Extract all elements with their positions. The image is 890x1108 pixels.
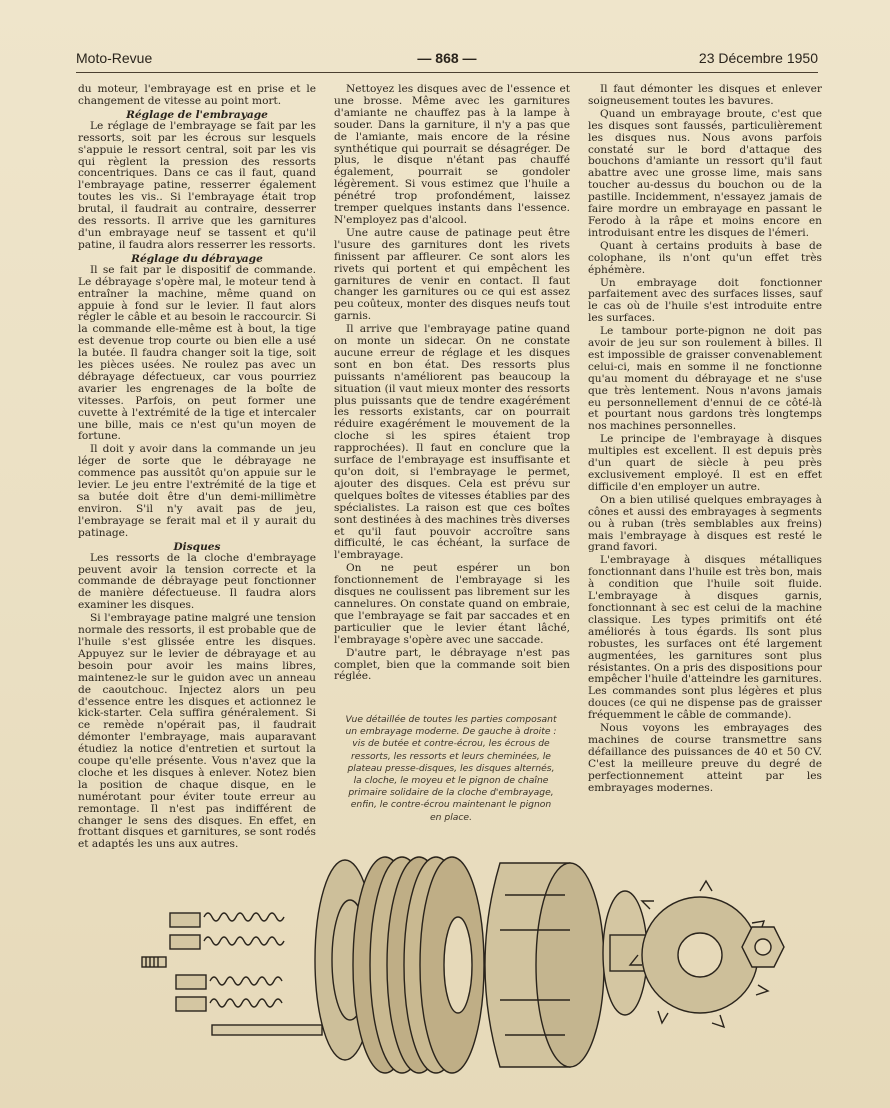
paragraph: L'embrayage à disques métalliques fonctionnant dans l'huile est très bon, mais à condition que l'huile soit fluide. L'embrayage à disques garnis, fonctionnant à sec est celui de la machine classique. Les types primitifs ont été améliorés à tous égards. Ils sont plus robustes, les surfaces ont été largement augmentées, les garnitures sont plus résistantes. On a pris des dispositions pour empêcher l'huile d'atteindre les garnitures. Les commandes sont plus légères et plus douces (ce qui ne dispense pas de graisser fréquemment le câble de commande). (588, 554, 822, 722)
section-heading-reglage-embrayage: Réglage de l'embrayage (126, 108, 268, 121)
paragraph: Le réglage de l'embrayage se fait par les ressorts, soit par les écrous sur lesquels s'appuie le ressort central, soit par les vis qui règlent la pression des ressorts concentriques. Dans ce cas il faut, quand l'embrayage patine, resserrer également toutes les vis.. Si l'embrayage était trop brutal, il faudrait au contraire, desserrer des ressorts. Il arrive que les garnitures d'un embrayage neuf se tassent et qu'il patine, il faudra alors resserrer les ressorts. (78, 119, 316, 251)
clutch-drawing (140, 835, 790, 1095)
paragraph: On ne peut espérer un bon fonctionnement de l'embrayage si les disques ne coulissent pas librement sur les cannelures. On constate quand on embraie, que l'embrayage se fait par saccades et en particulier que le levier étant lâché, l'embrayage s'opère avec une saccade. (334, 562, 570, 646)
clutch-discs-icon (353, 857, 484, 1073)
clutch-bell-icon (485, 863, 604, 1067)
paragraph: Nettoyez les disques avec de l'essence et une brosse. Même avec les garnitures d'amiante ne chauffez pas à la lampe à souder. Dans la garniture, il n'y a pas que de l'amiante, mais encore de la résine synthétique qui pourrait se désagréger. De plus, le disque n'étant pas chauffé également, pourrait se gondoler légèrement. Si vous estimez que l'huile a pénétré trop profondément, laissez tremper quelques instants dans l'essence. N'employez pas d'alcool. (334, 83, 570, 226)
paragraph: Quant à certains produits à base de colophane, ils n'ont qu'un effet très éphémère. (588, 239, 822, 276)
paragraph: Il arrive que l'embrayage patine quand on monte un sidecar. On ne constate aucune erreur de réglage et les disques sont en bon état. Des ressorts plus puissants n'améliorent pas beaucoup la situation (il vaut mieux monter des ressorts plus puissants que de tendre exagérément les ressorts existants, car on pourrait réduire exagérément le mouvement de la cloche si les spires étaient trop rapprochées). Il faut en conclure que la surface de l'embrayage est insuffisante et qu'on doit, si l'embrayage le permet, ajouter des disques. Cela est prévu sur quelques boîtes de vitesses établies par des spécialistes. La raison est que ces boîtes sont destinées à des machines très diverses et qu'il faut pouvoir accroître sans difficulté, le cas échéant, la surface de l'embrayage. (334, 323, 570, 562)
paragraph: Les ressorts de la cloche d'embrayage peuvent avoir la tension correcte et la commande de débrayage peut fonctionner de manière défectueuse. Il faudra alors examiner les disques. (78, 551, 316, 612)
lock-nut-icon (742, 927, 784, 967)
figure-caption: Vue détaillée de toutes les parties composant un embrayage moderne. De gauche à droite : vis de butée et contre-écrou, les écrous de ressorts, les ressorts et leurs cheminées, le plateau presse-disques, les disques alternés, la cloche, le moyeu et le pignon de chaîne primaire solidaire de la cloche d'embrayage, enfin, le contre-écrou maintenant le pignon en place. (345, 714, 557, 823)
paragraph: Un embrayage doit fonctionner parfaitement avec des surfaces lisses, sauf le cas où de l'huile s'est introduite entre les surfaces. (588, 276, 822, 325)
section-heading-reglage-debrayage: Réglage du débrayage (131, 252, 263, 265)
paragraph: Une autre cause de patinage peut être l'usure des garnitures dont les rivets finissent par affleurer. Ce sont alors les rivets qui portent et qui empêchent les garnitures de venir en contact. Il faut changer les garnitures ou ce qui est assez peu coûteux, monter des disques neufs tout garnis. (334, 226, 570, 323)
paragraph: Si l'embrayage patine malgré une tension normale des ressorts, il est probable que de l'huile s'est glissée entre les disques. Appuyez sur le levier de débrayage et au besoin pour avoir les mains libres, maintenez-le sur le guidon avec un anneau de caoutchouc. Injectez alors un peu d'essence entre les disques et actionnez le kick-starter. Cela suffira généralement. Si ce remède n'opérait pas, il faudrait démonter l'embrayage, mais auparavant étudiez la notice d'entretien et surtout la coupe qu'elle présente. Vous n'avez que la cloche et les disques à enlever. Notez bien la position de chaque disque, en le numérotant pour éviter toute erreur au remontage. Il n'est pas indifférent de changer le sens des disques. En effet, en frottant disques et garnitures, se sont rodés et adaptés les uns aux autres. (78, 612, 316, 851)
paragraph: On a bien utilisé quelques embrayages à cônes et aussi des embrayages à segments ou à ruban (très semblables aux freins) mais l'embrayage à disques est resté le grand favori. (588, 493, 822, 554)
paragraph: du moteur, l'embrayage est en prise et le changement de vitesse au point mort. (78, 83, 316, 107)
adjusting-screw-icon (142, 957, 166, 967)
page-number: — 868 — (417, 50, 477, 66)
column-middle (334, 84, 570, 684)
clutch-exploded-illustration (140, 835, 790, 1095)
page-header (76, 46, 818, 70)
paragraph: Quand un embrayage broute, c'est que les disques sont faussés, particulièrement les disques nus. Nous avons parfois constaté sur le bord d'attaque des bouchons d'amiante un ressort qu'il faut abattre avec une grosse lime, mais sans toucher au-dessus du bouchon ou de la pastille. Incidemment, n'essayez jamais de faire mordre un embrayage en passant le Ferodo à la râpe et moins encore en introduisant entre les disques de l'émeri. (588, 107, 822, 239)
issue-date: 23 Décembre 1950 (698, 50, 818, 66)
paragraph: Le principe de l'embrayage à disques multiples est excellent. Il est depuis près d'un quart de siècle à peu près exclusivement employé. Il est en effet difficile d'en employer un autre. (588, 433, 822, 493)
header-rule (76, 72, 818, 73)
paragraph: Il se fait par le dispositif de commande. Le débrayage s'opère mal, le moteur tend à entraîner la machine, même quand on appuie à fond sur le levier. Il faut alors régler le câble et au besoin le raccourcir. Si la commande elle-même est à bout, la tige est devenue trop courte ou bien elle a usé la butée. Il faudra changer soit la tige, soit les pièces usées. Ne roulez pas avec un débrayage défectueux, car vous pourriez avarier les engrenages de la boîte de vitesses. Parfois, on peut former une cuvette à l'extrémité de la tige et intercaler une bille, mais ce n'est qu'un moyen de fortune. (78, 263, 316, 443)
column-right (588, 84, 822, 795)
paragraph: Le tambour porte-pignon ne doit pas avoir de jeu sur son roulement à billes. Il est impossible de graisser convenablement celui-ci, mais en somme il ne fonctionne qu'au moment du débrayage et ne s'use que très lentement. Nous n'avons jamais eu personnellement d'ennui de ce côté-là et pourtant nous gardons très longtemps nos machines personnelles. (588, 325, 822, 433)
springs-icon (170, 913, 322, 1035)
paragraph: Il doit y avoir dans la commande un jeu léger de sorte que le débrayage ne commence pas aussitôt qu'on appuie sur le levier. Le jeu entre l'extrémité de la tige et sa butée doit être d'un demi-millimètre environ. S'il n'y avait pas de jeu, l'embrayage se ferait mal et il y aurait du patinage. (78, 443, 316, 539)
paragraph: Il faut démonter les disques et enlever soigneusement toutes les bavures. (588, 83, 822, 107)
paragraph: D'autre part, le débrayage n'est pas complet, bien que la commande soit bien réglée. (334, 646, 570, 683)
magazine-name: Moto-Revue (76, 50, 153, 66)
column-left (78, 84, 316, 852)
section-heading-disques: Disques (173, 540, 221, 553)
paragraph: Nous voyons les embrayages des machines de course transmettre sans défaillance des puissances de 40 et 50 CV. C'est la meilleure preuve du degré de perfectionnement atteint par les embrayages modernes. (588, 722, 822, 794)
